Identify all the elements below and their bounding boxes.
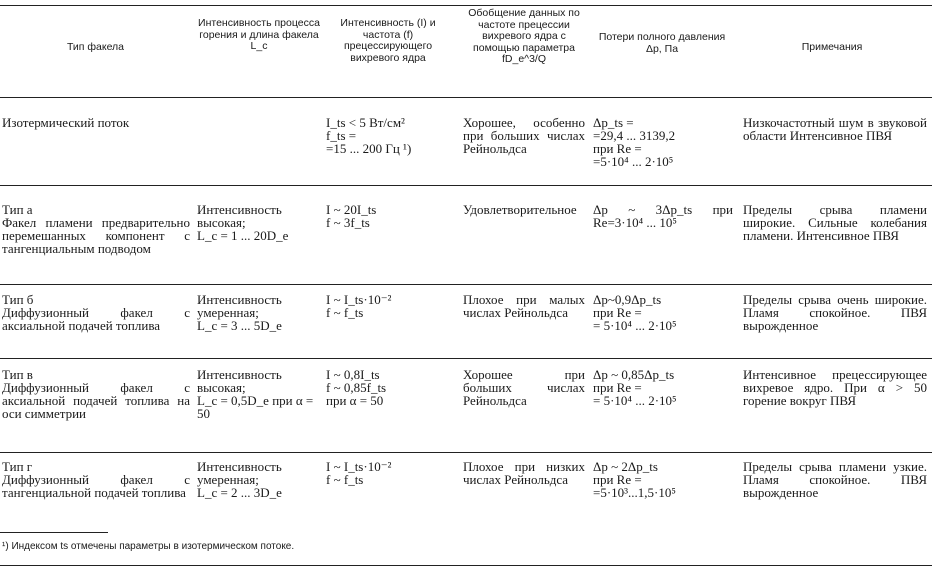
header-rule [0, 97, 932, 98]
row-notes: Пределы срыва пламени узкие. Пламя спокойное. ПВЯ вырожденное [743, 459, 927, 500]
row-freq: I ~ I_ts·10⁻² f ~ f_ts [326, 459, 392, 487]
row-notes: Пределы срыва очень широкие. Пламя спокойное. ПВЯ вырожденное [743, 292, 927, 333]
row-notes: Интенсивное прецессирующее вихревое ядро. При α > 50 горение вокруг ПВЯ [743, 367, 927, 408]
row-generalization: Хорошее, особенно при больших числах Рейнольдса [463, 115, 585, 156]
row-notes: Пределы срыва пламени широкие. Сильные колебания пламени. Интенсивное ПВЯ [743, 202, 927, 243]
header-losses: Потери полного давления Δp, Па [598, 31, 726, 55]
row-losses: Δp ~ 0,85Δp_ts при Re = = 5·10⁴ ... 2·10⁵ [593, 367, 677, 408]
row-type: Тип б Диффузионный факел с аксиальной подачей топлива [2, 292, 190, 333]
row-intensity: Интенсивность высокая; L_c = 0,5D_e при α = 50 [197, 367, 314, 421]
row-rule [0, 284, 932, 285]
row-freq: I ~ 0,8I_ts f ~ 0,85f_ts при α = 50 [326, 367, 387, 408]
bottom-rule [0, 565, 932, 566]
row-intensity: Интенсивность высокая; L_c = 1 ... 20D_e [197, 202, 289, 243]
row-losses: Δp ~ 3Δp_ts при Re=3·10⁴ ... 10⁵ [593, 202, 733, 230]
header-generalization: Обобщение данных по частоте прецессии вихревого ядра с помощью параметра fD_e^3/Q [468, 7, 580, 65]
row-intensity: Интенсивность умеренная; L_c = 3 ... 5D_e [197, 292, 282, 333]
row-type: Изотермический поток [2, 115, 130, 130]
row-type: Тип а Факел пламени предварительно перемешанных компонент с тангенциальным подводом [2, 202, 190, 256]
row-generalization: Плохое при низких числах Рейнольдса [463, 459, 585, 487]
row-type: Тип г Диффузионный факел с тангенциальной подачей топлива [2, 459, 190, 500]
row-freq: I ~ I_ts·10⁻² f ~ f_ts [326, 292, 392, 320]
row-intensity: Интенсивность умеренная; L_c = 2 ... 3D_e [197, 459, 282, 500]
row-losses: Δp_ts = =29,4 ... 3139,2 при Re = =5·10⁴ ... 2·10⁵ [593, 115, 676, 169]
top-rule [0, 5, 932, 6]
row-freq: I_ts < 5 Вт/см² f_ts = =15 ... 200 Гц ¹) [326, 115, 412, 156]
row-generalization: Удовлетворительное [463, 202, 577, 217]
header-type: Тип факела [66, 41, 125, 53]
row-losses: Δp ~ 2Δp_ts при Re = =5·10³...1,5·10⁵ [593, 459, 676, 500]
header-freq: Интенсивность (I) и частота (f) прецессирующего вихревого ядра [340, 17, 436, 64]
row-rule [0, 452, 932, 453]
row-rule [0, 185, 932, 186]
header-intensity: Интенсивность процесса горения и длина факела L_c [198, 17, 320, 52]
header-notes: Примечания [801, 41, 863, 53]
row-generalization: Хорошее при больших числах Рейнольдса [463, 367, 585, 408]
row-rule [0, 358, 932, 359]
row-freq: I ~ 20I_ts f ~ 3f_ts [326, 202, 377, 230]
row-type: Тип в Диффузионный факел с аксиальной подачей топлива на оси симметрии [2, 367, 190, 421]
footnote: ¹) Индексом ts отмечены параметры в изотермическом потоке. [2, 541, 295, 552]
footnote-rule [0, 532, 108, 533]
row-generalization: Плохое при малых числах Рейнольдса [463, 292, 585, 320]
row-losses: Δp~0,9Δp_ts при Re = = 5·10⁴ ... 2·10⁵ [593, 292, 677, 333]
row-notes: Низкочастотный шум в звуковой области Интенсивное ПВЯ [743, 115, 927, 143]
